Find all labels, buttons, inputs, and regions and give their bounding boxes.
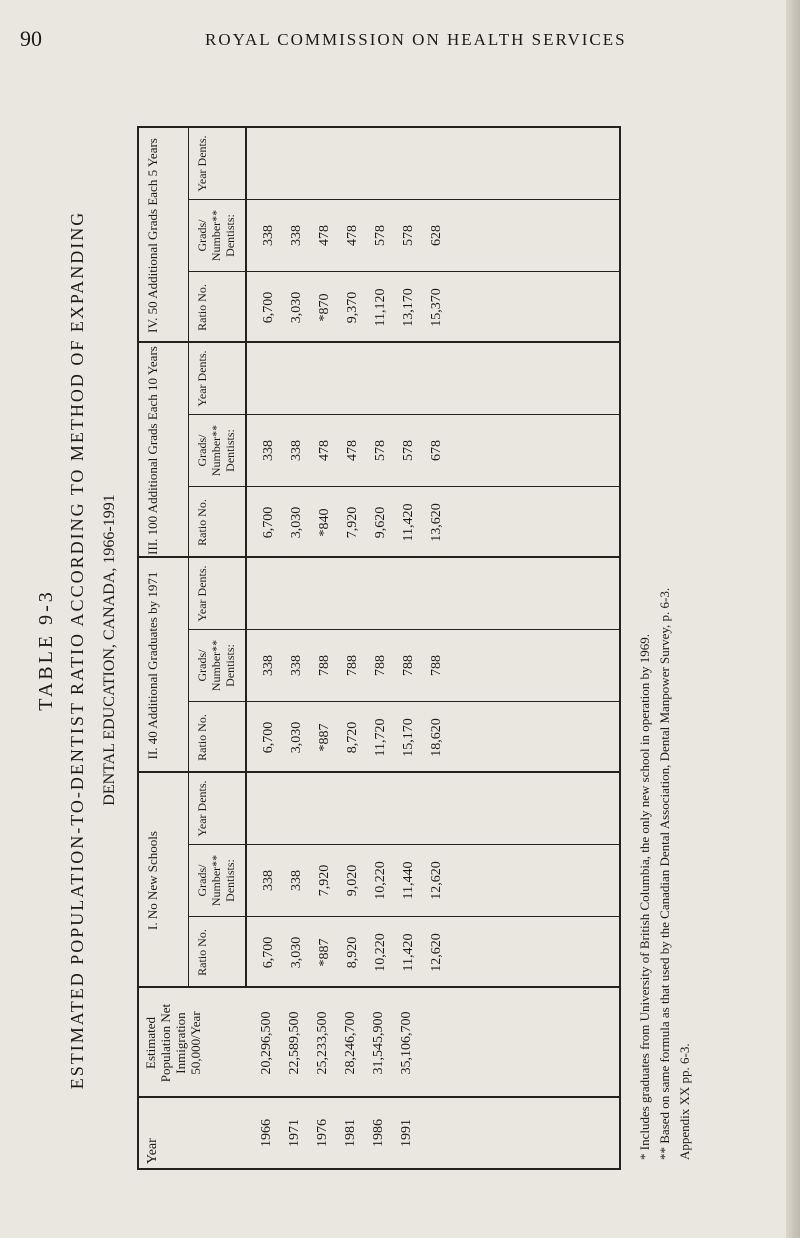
value-cell: 788: [317, 655, 332, 676]
value-cell: 6,700: [261, 291, 276, 324]
subheader-cell: Ratio No.: [189, 916, 245, 988]
value-cell: 478: [317, 440, 332, 461]
value-cell: 7,920: [317, 864, 332, 897]
value-cell: 788: [401, 655, 416, 676]
plan-group-title: IV. 50 Additional Grads Each 5 Years: [139, 128, 189, 343]
subheader-cell: Grads/ Number** Dentists:: [189, 629, 245, 701]
value-cell: [283, 343, 311, 414]
table-subtitle: DENTAL EDUCATION, CANADA, 1966-1991: [101, 494, 118, 806]
table-title: ESTIMATED POPULATION-TO-DENTIST RATIO ACCORDING TO METHOD OF EXPANDING: [67, 210, 87, 1090]
value-cell: 788: [429, 655, 444, 676]
estimate-cell: 22,589,500: [287, 1011, 302, 1075]
value-cell: [367, 558, 395, 629]
subheader-cell: Grads/ Number** Dentists:: [189, 199, 245, 271]
subheader-cell: Year Dents.: [195, 135, 209, 192]
value-cell: 15,370: [429, 288, 444, 327]
estimate-column: [139, 986, 619, 1098]
value-cell: 8,720: [345, 721, 360, 754]
value-cell: [339, 773, 367, 844]
subheader-cell: Year Dents.: [195, 780, 209, 837]
value-cell: 578: [401, 440, 416, 461]
value-cell: 15,170: [401, 718, 416, 757]
estimate-cell: 31,545,900: [371, 1011, 386, 1075]
value-column: [247, 343, 621, 414]
value-cell: 13,170: [401, 288, 416, 327]
value-cell: 338: [261, 655, 276, 676]
value-cell: 6,700: [261, 936, 276, 969]
value-column: [247, 844, 621, 916]
value-cell: [283, 558, 311, 629]
plan-group: [139, 341, 619, 558]
value-cell: 8,920: [345, 936, 360, 969]
value-cell: 3,030: [289, 506, 304, 539]
year-cell: 1966: [259, 1119, 274, 1147]
value-cell: 338: [289, 225, 304, 246]
year-cell: 1986: [371, 1119, 386, 1147]
estimate-cell: 28,246,700: [343, 1011, 358, 1075]
estimate-values: [245, 988, 421, 1098]
value-cell: 338: [289, 870, 304, 891]
plan-group-title: II. 40 Additional Graduates by 1971: [139, 558, 189, 773]
value-cell: [283, 128, 311, 199]
value-cell: *887: [317, 723, 332, 752]
value-cell: [395, 773, 423, 844]
value-cell: *840: [317, 508, 332, 537]
value-cell: 6,700: [261, 506, 276, 539]
value-cell: [255, 343, 283, 414]
value-cell: 12,620: [429, 933, 444, 972]
value-cell: [423, 128, 451, 199]
estimate-cell: 25,233,500: [315, 1011, 330, 1075]
value-cell: [311, 343, 339, 414]
year-column: [139, 1096, 619, 1168]
value-cell: 7,920: [345, 506, 360, 539]
value-cell: 338: [261, 440, 276, 461]
value-cell: 13,620: [429, 503, 444, 542]
value-cell: *870: [317, 293, 332, 322]
value-cell: 578: [373, 440, 388, 461]
value-cell: 9,620: [373, 506, 388, 539]
subheader-cell: Ratio No.: [189, 486, 245, 558]
plan-group: [139, 556, 619, 773]
plan-subheader: [189, 773, 247, 988]
value-cell: [395, 558, 423, 629]
value-cell: 338: [289, 440, 304, 461]
value-cell: 11,440: [401, 861, 416, 900]
year-values: [245, 1098, 421, 1168]
year-cell: 1971: [287, 1119, 302, 1147]
value-cell: [283, 773, 311, 844]
footnote: * Includes graduates from University of British Columbia, the only new school in operation by 1969.: [637, 633, 652, 1160]
value-column: [247, 629, 621, 701]
footnote: ** Based on same formula as that used by the Canadian Dental Association, Dental Manpower Survey, p. 6-3.: [657, 587, 672, 1160]
value-cell: [423, 558, 451, 629]
value-column: [247, 773, 621, 844]
value-cell: 11,420: [401, 933, 416, 972]
value-cell: [339, 128, 367, 199]
value-cell: [367, 128, 395, 199]
footnote: Appendix XX pp. 6-3.: [677, 1043, 692, 1160]
value-cell: [311, 128, 339, 199]
value-cell: 338: [261, 870, 276, 891]
footnotes: [635, 588, 695, 1170]
plan-group: [139, 771, 619, 988]
value-cell: 11,120: [373, 288, 388, 327]
value-column: [247, 199, 621, 271]
value-cell: 338: [289, 655, 304, 676]
data-table: [137, 126, 621, 1170]
year-cell: 1976: [315, 1119, 330, 1147]
year-cell: 1991: [399, 1119, 414, 1147]
year-header: Year: [145, 1138, 160, 1164]
value-cell: [423, 773, 451, 844]
value-cell: 18,620: [429, 718, 444, 757]
value-cell: 9,370: [345, 291, 360, 324]
subheader-cell: Ratio No.: [189, 271, 245, 343]
value-cell: 3,030: [289, 291, 304, 324]
estimate-header: Estimated Population Net Inmigration 50,000/Year: [143, 1003, 203, 1083]
value-cell: 578: [401, 225, 416, 246]
running-head: ROYAL COMMISSION ON HEALTH SERVICES: [205, 30, 627, 49]
value-cell: 3,030: [289, 721, 304, 754]
year-cell: 1981: [343, 1119, 358, 1147]
value-cell: 578: [373, 225, 388, 246]
value-cell: [395, 128, 423, 199]
value-cell: [367, 343, 395, 414]
plan-subheader: [189, 558, 247, 773]
value-cell: 678: [429, 440, 444, 461]
value-cell: [255, 773, 283, 844]
value-cell: 478: [317, 225, 332, 246]
value-cell: 9,020: [345, 864, 360, 897]
subheader-cell: Year Dents.: [195, 565, 209, 622]
value-cell: [395, 343, 423, 414]
value-cell: 788: [345, 655, 360, 676]
value-column: [247, 558, 621, 629]
value-cell: 10,220: [373, 933, 388, 972]
value-column: [247, 414, 621, 486]
table-label: TABLE 9-3: [35, 589, 57, 711]
subheader-cell: Grads/ Number** Dentists:: [189, 414, 245, 486]
value-cell: 788: [373, 655, 388, 676]
estimate-cell: 35,106,700: [399, 1011, 414, 1075]
value-cell: 6,700: [261, 721, 276, 754]
plan-group-title: I. No New Schools: [139, 773, 189, 988]
value-cell: *887: [317, 938, 332, 967]
estimate-cell: 20,296,500: [259, 1011, 274, 1075]
value-cell: [423, 343, 451, 414]
plan-subheader: [189, 128, 247, 343]
value-cell: [255, 558, 283, 629]
value-cell: [367, 773, 395, 844]
subheader-cell: Year Dents.: [195, 350, 209, 407]
book-edge: [786, 0, 800, 1238]
value-column: [247, 916, 621, 988]
value-column: [247, 128, 621, 199]
plan-subheader: [189, 343, 247, 558]
value-column: [247, 271, 621, 343]
value-cell: [339, 343, 367, 414]
plan-group: [139, 126, 619, 343]
value-cell: [255, 128, 283, 199]
value-cell: 338: [261, 225, 276, 246]
value-cell: 11,720: [373, 718, 388, 757]
value-cell: 10,220: [373, 861, 388, 900]
value-cell: 12,620: [429, 861, 444, 900]
value-cell: 478: [345, 440, 360, 461]
value-cell: 478: [345, 225, 360, 246]
value-column: [247, 486, 621, 558]
value-cell: 628: [429, 225, 444, 246]
value-cell: [339, 558, 367, 629]
subheader-cell: Grads/ Number** Dentists:: [189, 844, 245, 916]
value-cell: [311, 773, 339, 844]
value-cell: 11,420: [401, 503, 416, 542]
subheader-cell: Ratio No.: [189, 701, 245, 773]
rotated-table-region: [25, 90, 775, 1210]
page-number: 90: [20, 26, 42, 51]
plan-group-title: III. 100 Additional Grads Each 10 Years: [139, 343, 189, 558]
value-column: [247, 701, 621, 773]
value-cell: 3,030: [289, 936, 304, 969]
value-cell: [311, 558, 339, 629]
